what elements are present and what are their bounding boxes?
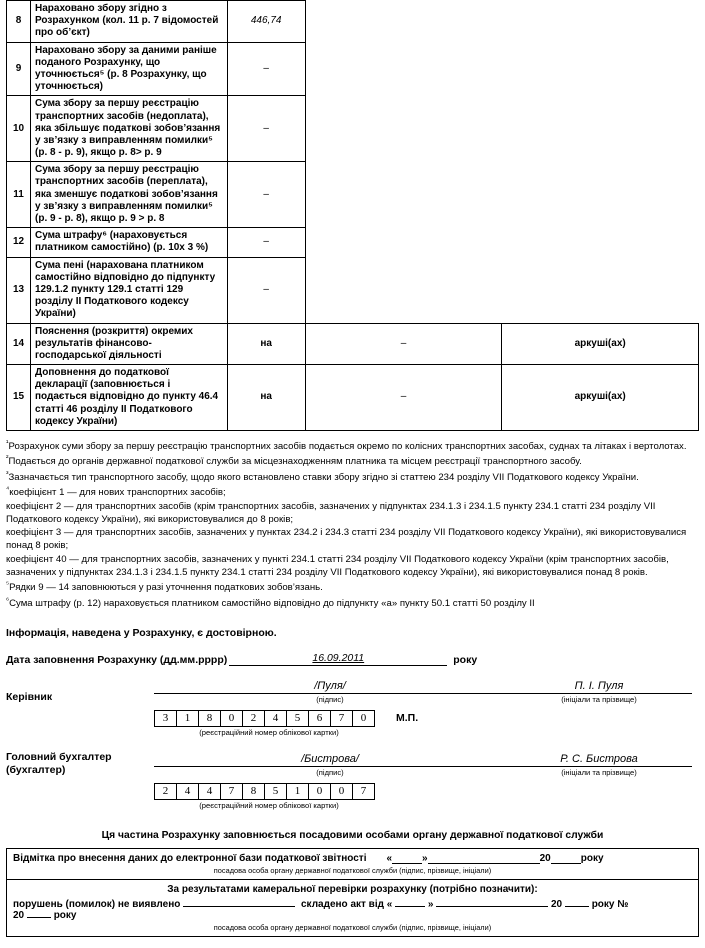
footnote-marker: ¹ xyxy=(6,438,9,447)
audit-act-year-input[interactable] xyxy=(565,906,589,907)
row-number: 9 xyxy=(7,42,31,96)
official-table xyxy=(6,848,699,937)
code-digit: 0 xyxy=(220,710,243,727)
footnote-marker: ² xyxy=(6,453,9,463)
row-description: Сума штрафу⁶ (нараховується платником самостійно) (р. 10х 3 %) xyxy=(31,228,228,257)
footnote-text: коефіцієнт 1 — для нових транспортних засобів; xyxy=(9,487,226,499)
footnote-text: Подається до органів державної податкової служби за місцезнаходженням платника та місцем реєстрації транспортного засобу. xyxy=(8,456,582,468)
audit-act-quote-close: » xyxy=(427,899,434,911)
footnote-text: Розрахунок суми збору за першу реєстрацію транспортних засобів подається окремо по колісних транспортних засобах, суднах та літаках і вертолотах. xyxy=(8,441,687,453)
row-unit: аркуші(ах) xyxy=(502,323,699,365)
footnote-marker: ⁶ xyxy=(6,594,10,604)
row-value: – xyxy=(227,257,305,323)
date-line xyxy=(6,652,699,666)
name-value: П. І. Пуля xyxy=(506,680,692,694)
date-label: Дата заповнення Розрахунку (дд.мм.рррр) xyxy=(6,653,228,666)
official-entry-line xyxy=(13,853,692,864)
official-entry-caption: посадова особа органу державної податкової служби (підпис, прізвище, ініціали) xyxy=(213,866,492,876)
signature-field[interactable] xyxy=(154,680,506,704)
footnote xyxy=(6,469,699,484)
row-number: 12 xyxy=(7,228,31,257)
footnote xyxy=(6,500,699,526)
code-digit: 3 xyxy=(154,710,177,727)
code-digit: 8 xyxy=(242,783,265,800)
signature-row xyxy=(6,751,699,777)
table-row xyxy=(7,162,699,228)
footnote-marker: ⁵ xyxy=(6,579,10,589)
footnote xyxy=(6,484,699,499)
row-number: 13 xyxy=(7,257,31,323)
name-caption: (ініціали та прізвище) xyxy=(561,768,637,778)
official-section-title: Ця частина Розрахунку заповнюється посадовими особами органу державної податкової служби xyxy=(101,830,604,842)
table-row xyxy=(7,42,699,96)
name-field[interactable] xyxy=(506,680,692,704)
row-unit: аркуші(ах) xyxy=(502,365,699,431)
signature-block-accountant xyxy=(6,751,699,810)
code-digit: 7 xyxy=(220,783,243,800)
row-unit-prefix: на xyxy=(227,365,305,431)
calculation-table xyxy=(6,0,699,431)
audit-title: За результатами камеральної перевірки розрахунку (потрібно позначити): xyxy=(167,884,538,896)
footnotes xyxy=(6,438,699,610)
official-entry-cell xyxy=(7,849,699,880)
month-input[interactable] xyxy=(428,863,540,864)
footnote xyxy=(6,438,699,453)
code-digit: 0 xyxy=(308,783,331,800)
official-audit-cell xyxy=(7,880,699,937)
registration-code-row xyxy=(6,783,699,800)
table-row xyxy=(7,96,699,162)
code-digit: 0 xyxy=(330,783,353,800)
audit-no-violation-label: порушень (помилок) не виявлено xyxy=(13,899,181,911)
code-digit: 0 xyxy=(352,710,375,727)
audit-left-year: 20 xyxy=(13,910,25,922)
name-field[interactable] xyxy=(506,753,692,777)
signature-title: Керівник xyxy=(6,690,53,703)
audit-act-quote-open: « xyxy=(386,899,393,911)
audit-act-year: 20 xyxy=(551,899,563,911)
footnote-text: Сума штрафу (р. 12) нараховується платником самостійно відповідно до підпункту «а» пункту 50.1 статті 50 розділу ІІ xyxy=(9,597,535,609)
row-description: Сума пені (нарахована платником самостійно відповідно до підпункту 129.1.2 пункту 129.1 статті 129 розділу ІІ Податкового кодексу України) xyxy=(31,257,228,323)
footnote-text: Рядки 9 — 14 заповнюються у разі уточнення податкових зобов’язань. xyxy=(9,582,323,594)
row-count: – xyxy=(305,365,502,431)
name-caption: (ініціали та прізвище) xyxy=(561,694,637,704)
row-unit-prefix: на xyxy=(227,323,305,365)
footnote-marker: ⁴ xyxy=(6,484,10,494)
name-value: Р. С. Бистрова xyxy=(506,753,692,767)
footnote xyxy=(6,453,699,468)
year-suffix: року xyxy=(580,853,604,865)
audit-left-year-input[interactable] xyxy=(27,917,51,918)
signature-value: /Пуля/ xyxy=(154,680,506,694)
audit-act-year-suffix: року № xyxy=(591,899,629,911)
stamp-label: М.П. xyxy=(396,712,419,725)
row-value: – xyxy=(227,162,305,228)
table-row xyxy=(7,1,699,43)
official-table-body xyxy=(7,849,699,937)
footnote xyxy=(6,579,699,594)
table-row xyxy=(7,849,699,880)
audit-act-label: складено акт від xyxy=(301,899,384,911)
code-digit: 5 xyxy=(264,783,287,800)
row-value: – xyxy=(227,228,305,257)
audit-act-day-input[interactable] xyxy=(395,906,425,907)
code-digit: 2 xyxy=(242,710,265,727)
footnote-text: Зазначається тип транспортного засобу, щодо якого встановлено ставки збору згідно зі статтею 234 розділу VII Податкового кодексу України. xyxy=(8,472,639,484)
row-description: Пояснення (розкриття) окремих результатів фінансово-господарської діяльності xyxy=(31,323,228,365)
footnote xyxy=(6,553,699,579)
row-value: 446,74 xyxy=(227,1,305,43)
audit-left-year-suffix: року xyxy=(53,910,77,922)
table-row xyxy=(7,880,699,937)
signature-row xyxy=(6,680,699,704)
audit-no-violation-input[interactable] xyxy=(183,906,295,907)
declaration-statement: Інформація, наведена у Розрахунку, є достовірною. xyxy=(6,626,277,639)
registration-code-caption: (реєстраційний номер облікової картки) xyxy=(199,727,339,737)
signature-block-director xyxy=(6,680,699,737)
day-quote-close: » xyxy=(422,853,428,865)
code-digit: 4 xyxy=(176,783,199,800)
row-number: 10 xyxy=(7,96,31,162)
calculation-table-body xyxy=(7,1,699,431)
audit-act-month-input[interactable] xyxy=(436,906,548,907)
registration-code-caption: (реєстраційний номер облікової картки) xyxy=(199,801,339,811)
footnote xyxy=(6,595,699,610)
row-description: Сума збору за першу реєстрацію транспортних засобів (недоплата), яка збільшує податкові зобов’язання у зв’язку з виправленням помилки⁵ (р. 8 - р. 9), якщо р. 8> р. 9 xyxy=(31,96,228,162)
row-description: Сума збору за першу реєстрацію транспортних засобів (переплата), яка зменшує податкові зобов’язання у зв’язку з виправленням помилки⁵ (р. 9 - р. 8), якщо р. 9 > р. 8 xyxy=(31,162,228,228)
signature-caption: (підпис) xyxy=(316,694,344,704)
code-digit: 4 xyxy=(198,783,221,800)
code-digit: 1 xyxy=(176,710,199,727)
registration-code-boxes[interactable] xyxy=(154,710,374,727)
row-count: – xyxy=(305,323,502,365)
registration-code-row xyxy=(6,710,699,727)
footnote-text: коефіцієнт 2 — для транспортних засобів (крім транспортних засобів, зазначених у підпунктах 234.1.3 і 234.1.5 пункту 234.1 статті 234 розділу VII Податкового кодексу України), які використовувалися до 8 років; xyxy=(6,500,656,525)
code-digit: 5 xyxy=(286,710,309,727)
row-value: – xyxy=(227,42,305,96)
year-input[interactable] xyxy=(551,863,581,864)
code-digit: 2 xyxy=(154,783,177,800)
signature-title: Головний бухгалтер (бухгалтер) xyxy=(6,750,112,777)
table-row xyxy=(7,323,699,365)
signature-value: /Бистрова/ xyxy=(154,753,506,767)
day-input[interactable] xyxy=(392,863,422,864)
table-row xyxy=(7,228,699,257)
day-quote-open: « xyxy=(386,853,393,865)
code-digit: 4 xyxy=(264,710,287,727)
audit-caption: посадова особа органу державної податкової служби (підпис, прізвище, ініціали) xyxy=(213,923,492,933)
footnote-text: коефіцієнт 3 — для транспортних засобів, зазначених у пунктах 234.2 і 234.3 статті 234 розділу VII Податкового кодексу України), які використовувалися понад 8 років; xyxy=(6,527,687,552)
official-entry-label: Відмітка про внесення даних до електронної бази податкової звітності xyxy=(13,853,367,865)
row-description: Доповнення до податкової декларації (заповнюється і подається відповідно до пункту 46.4 статті 46 розділу ІІ Податкового кодексу України) xyxy=(31,365,228,431)
code-digit: 6 xyxy=(308,710,331,727)
audit-no-violation[interactable] xyxy=(13,899,301,921)
footnote-text: коефіцієнт 40 — для транспортних засобів, зазначених у пункті 234.1 статті 234 розділу VII Податкового кодексу України (крім транспортних засобів, зазначених у підпунктах 234.1.3 і 234.1.5 пункту 234.1 статті 234 розділу VII Податкового кодексу України), які використовувалися понад 8 років. xyxy=(6,553,669,578)
row-description: Нараховано збору згідно з Розрахунком (кол. 11 р. 7 відомостей про об’єкт) xyxy=(31,1,228,43)
date-value: 16.09.2011 xyxy=(229,652,447,666)
code-digit: 8 xyxy=(198,710,221,727)
row-number: 11 xyxy=(7,162,31,228)
signature-field[interactable] xyxy=(154,753,506,777)
registration-code-boxes[interactable] xyxy=(154,783,374,800)
footnote-marker: ³ xyxy=(6,468,9,478)
row-description: Нараховано збору за даними раніше поданого Розрахунку, що уточнюється⁵ (р. 8 Розрахунку, що уточнюється) xyxy=(31,42,228,96)
year-prefix: 20 xyxy=(539,853,551,865)
signature-caption: (підпис) xyxy=(316,768,344,778)
table-row xyxy=(7,365,699,431)
audit-results xyxy=(13,899,692,921)
row-number: 14 xyxy=(7,323,31,365)
row-number: 8 xyxy=(7,1,31,43)
code-digit: 7 xyxy=(352,783,375,800)
table-row xyxy=(7,257,699,323)
footnote xyxy=(6,526,699,552)
code-digit: 1 xyxy=(286,783,309,800)
row-value: – xyxy=(227,96,305,162)
row-number: 15 xyxy=(7,365,31,431)
audit-act[interactable] xyxy=(301,899,692,921)
date-suffix: року xyxy=(453,653,478,666)
code-digit: 7 xyxy=(330,710,353,727)
